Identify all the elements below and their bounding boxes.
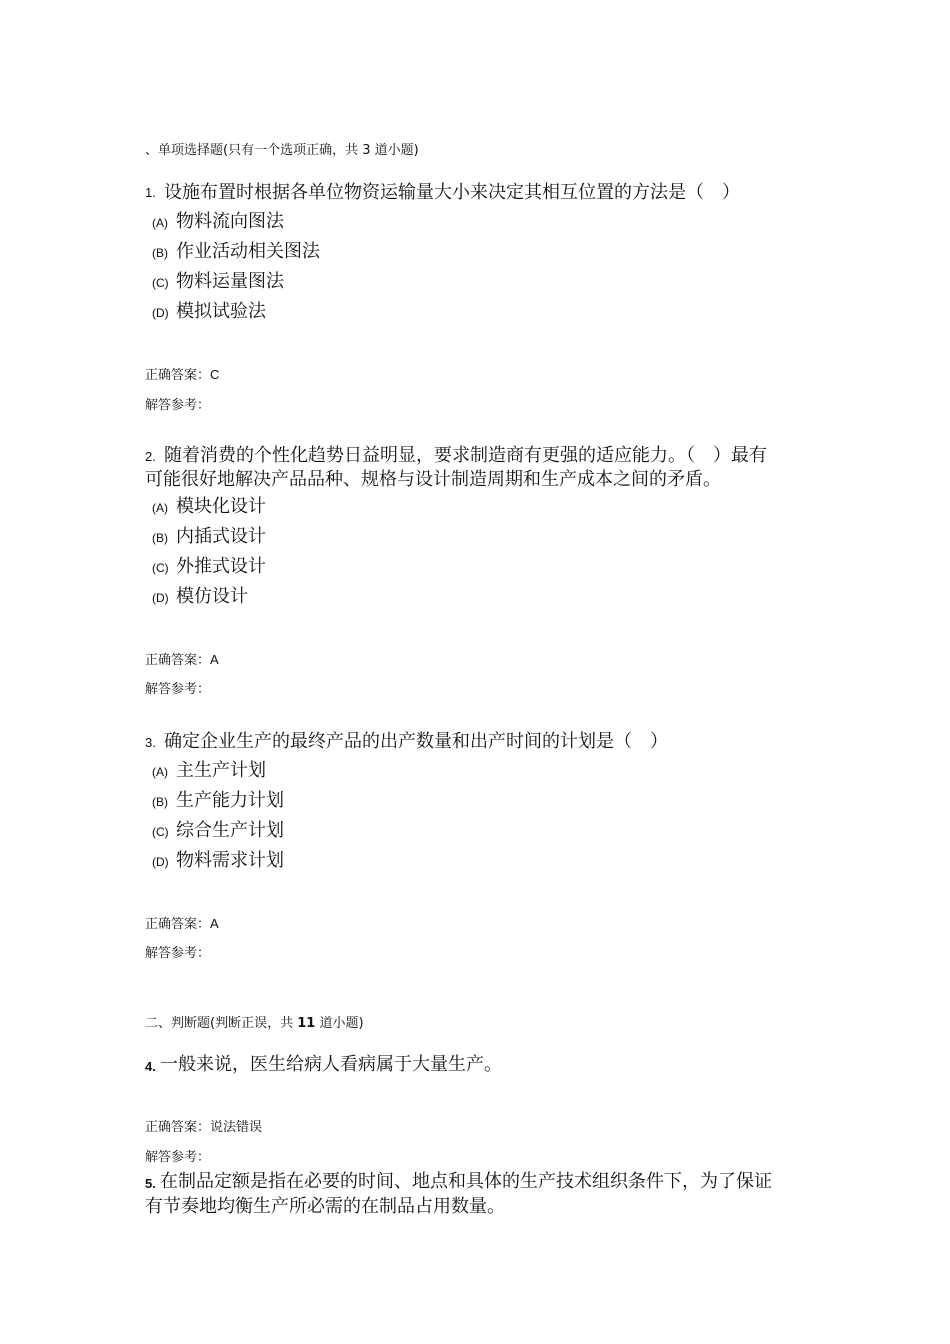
answer-line: [145, 364, 219, 383]
option-key: (D): [152, 591, 169, 605]
answer-value: 说法错误: [210, 1120, 263, 1135]
question-text: 设施布置时根据各单位物资运输量大小来决定其相互位置的方法是（ ）: [164, 182, 740, 203]
answer-value: C: [210, 367, 220, 382]
option-key: (D): [152, 855, 169, 869]
section-header-true-false: [145, 1012, 364, 1031]
option-key: (A): [152, 501, 168, 515]
option-text: 综合生产计划: [176, 820, 284, 841]
answer-line: [145, 913, 219, 932]
answer-line: [145, 649, 219, 668]
option-text: 物料流向图法: [176, 211, 284, 232]
answer-line: [145, 1116, 262, 1135]
option-text: 外推式设计: [176, 556, 266, 577]
question-number: 2.: [145, 449, 156, 464]
reference-label: 解答参考：: [145, 682, 211, 697]
option-key: (C): [152, 561, 169, 575]
option-key: (B): [152, 531, 168, 545]
answer-label: 正确答案：: [145, 1120, 211, 1135]
question-number: 5.: [145, 1176, 156, 1191]
question-number: 4.: [145, 1059, 156, 1074]
reference-label: 解答参考：: [145, 1150, 211, 1165]
reference-label: 解答参考：: [145, 398, 211, 413]
answer-label: 正确答案：: [145, 653, 211, 668]
answer-value: A: [210, 652, 219, 667]
section-header-count: 11: [297, 1016, 316, 1031]
option-key: (B): [152, 795, 168, 809]
question-text: 确定企业生产的最终产品的出产数量和出产时间的计划是（ ）: [164, 731, 668, 752]
answer-value: A: [210, 916, 219, 931]
option-key: (A): [152, 216, 168, 230]
question-text-line-2: 可能很好地解决产品品种、规格与设计制造周期和生产成本之间的矛盾。: [145, 469, 721, 490]
option-key: (C): [152, 825, 169, 839]
option-text: 主生产计划: [176, 760, 266, 781]
option-text: 内插式设计: [176, 526, 266, 547]
answer-label: 正确答案：: [145, 368, 211, 383]
question-number: 3.: [145, 735, 156, 750]
question-text-line-2: 有节奏地均衡生产所必需的在制品占用数量。: [145, 1196, 505, 1217]
question-text-line-1: 随着消费的个性化趋势日益明显，要求制造商有更强的适应能力。（ ）最有: [164, 445, 767, 466]
question-number: 1.: [145, 185, 156, 200]
option-text: 作业活动相关图法: [176, 241, 320, 262]
option-key: (C): [152, 276, 169, 290]
section-header-text: 道小题): [315, 1016, 364, 1031]
option-text: 生产能力计划: [176, 790, 284, 811]
option-key: (D): [152, 306, 169, 320]
section-header-text: 二、判断题(判断正误，共: [145, 1016, 298, 1031]
option-text: 模拟试验法: [176, 301, 266, 322]
option-text: 模仿设计: [176, 586, 248, 607]
section-header-single-choice: 、单项选择题(只有一个选项正确，共 3 道小题): [145, 143, 419, 158]
option-text: 物料需求计划: [176, 850, 284, 871]
option-key: (A): [152, 765, 168, 779]
option-text: 模块化设计: [176, 496, 266, 517]
option-key: (B): [152, 246, 168, 260]
answer-label: 正确答案：: [145, 917, 211, 932]
reference-label: 解答参考：: [145, 946, 211, 961]
question-text-line-1: 在制品定额是指在必要的时间、地点和具体的生产技术组织条件下，为了保证: [160, 1171, 772, 1192]
question-text: 一般来说，医生给病人看病属于大量生产。: [160, 1054, 502, 1075]
option-text: 物料运量图法: [176, 271, 284, 292]
